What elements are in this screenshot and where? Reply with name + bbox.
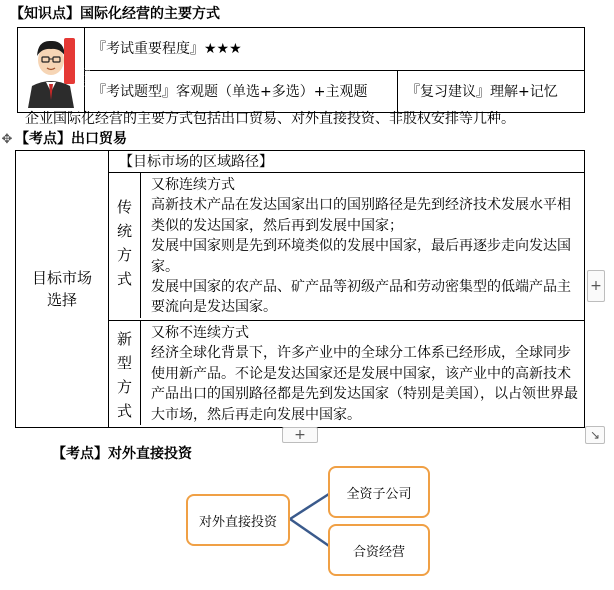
resize-icon: ↘ bbox=[589, 428, 601, 442]
importance-label: 『考试重要程度』 bbox=[92, 41, 204, 57]
traditional-line: 高新技术产品在发达国家出口的国别路径是先到经济技术发展水平相类似的发达国家，然后再到发展中国家； bbox=[151, 197, 571, 234]
export-heading: 【考点】出口贸易 bbox=[15, 131, 127, 147]
new-method-label-char: 型 bbox=[116, 354, 132, 372]
row-label: 目标市场选择 bbox=[31, 269, 92, 310]
new-method-label-char: 新 bbox=[116, 330, 132, 348]
intro-text: 企业国际化经营的主要方式包括出口贸易、对外直接投资、非股权安排等几种。 bbox=[25, 111, 515, 127]
importance-stars: ★★★ bbox=[204, 41, 242, 57]
traditional-label-char: 统 bbox=[116, 222, 132, 240]
diagram-node-wholly-owned-label: 全资子公司 bbox=[346, 486, 412, 502]
traditional-line: 发展中国家则是先到环境类似的发展中国家，最后再逐步走向发达国家。 bbox=[151, 238, 571, 275]
diagram-root-node bbox=[186, 494, 290, 546]
diagram-root-label: 对外直接投资 bbox=[198, 514, 277, 530]
traditional-label-char: 方 bbox=[116, 246, 132, 264]
new-method-label-char: 式 bbox=[116, 402, 132, 420]
traditional-line: 发展中国家的农产品、矿产品等初级产品和劳动密集型的低端产品主要流向是发达国家。 bbox=[151, 279, 571, 316]
fdi-heading: 【考点】对外直接投资 bbox=[52, 446, 192, 462]
diagram-node-joint-venture bbox=[328, 524, 430, 576]
region-path-header-text: 【目标市场的区域路径】 bbox=[119, 154, 273, 170]
new-method-line: 经济全球化背景下，许多产业中的全球分工体系已经形成，全球同步使用新产品。不论是发达国家还是发展中国家，该产业中的高新技术产品出口的国别路径都是先到发达国家（特别是美国），以占领世界最大市场，然后再走向发展中国家。 bbox=[151, 345, 578, 423]
new-method-label-char: 方 bbox=[116, 378, 132, 396]
knowledge-heading: 【知识点】国际化经营的主要方式 bbox=[10, 6, 220, 22]
traditional-label-char: 传 bbox=[116, 198, 132, 216]
diagram-node-wholly-owned bbox=[328, 466, 430, 518]
diagram-node-joint-venture-label: 合资经营 bbox=[352, 544, 405, 560]
traditional-line: 又称连续方式 bbox=[151, 177, 235, 193]
new-method-line: 又称不连续方式 bbox=[151, 325, 249, 341]
move-handle-icon: ✥ bbox=[1, 132, 13, 147]
traditional-label-char: 式 bbox=[116, 270, 132, 288]
plus-icon: + bbox=[294, 427, 306, 443]
connector-top bbox=[290, 492, 332, 519]
review-advice: 『复习建议』理解+记忆 bbox=[406, 83, 558, 100]
connector-bottom bbox=[290, 519, 332, 548]
avatar-badge-text: 考试通 bbox=[83, 65, 92, 87]
question-type: 『考试题型』客观题（单选+多选）+主观题 bbox=[92, 83, 368, 100]
plus-icon: + bbox=[590, 278, 602, 294]
